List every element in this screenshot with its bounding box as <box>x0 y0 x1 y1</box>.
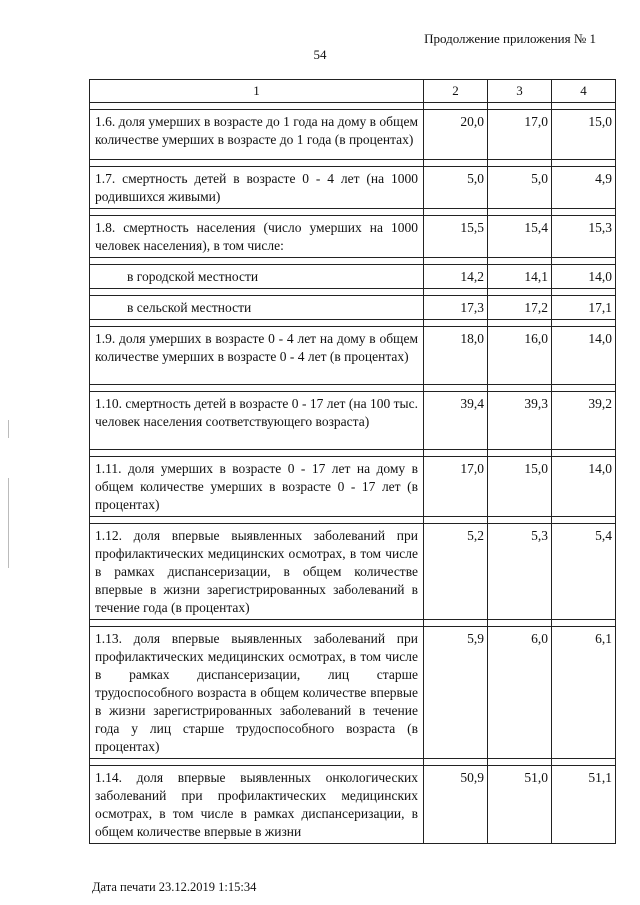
indicator-description: 1.8. смертность населения (число умерших на 1000 человек населения), в том числе: <box>90 216 424 258</box>
column-header: 3 <box>488 80 552 103</box>
row-separator <box>90 289 616 296</box>
appendix-continuation-note: Продолжение приложения № 1 <box>424 31 596 46</box>
indicator-description: 1.9. доля умерших в возрасте 0 - 4 лет на дому в общем количестве умерших в возрасте 0 - 4 лет (в процентах) <box>90 327 424 385</box>
indicator-value: 6,0 <box>488 627 552 759</box>
table-row <box>90 216 616 258</box>
row-separator <box>90 517 616 524</box>
indicator-value: 14,0 <box>552 265 616 289</box>
indicator-description: 1.13. доля впервые выявленных заболеваний при профилактических медицинских осмотрах, в том числе в рамках диспансеризации, лиц старше трудоспособного возраста в общем количестве впервые в жизни зарегистрированных заболеваний в течение года у лиц старше трудоспособного возраста (в процентах) <box>90 627 424 759</box>
indicator-value: 20,0 <box>424 110 488 160</box>
table-row <box>90 167 616 209</box>
indicator-value: 14,0 <box>552 457 616 517</box>
indicator-value: 17,0 <box>488 110 552 160</box>
indicator-value: 15,0 <box>488 457 552 517</box>
indicator-value: 17,2 <box>488 296 552 320</box>
indicator-description: 1.7. смертность детей в возрасте 0 - 4 лет (на 1000 родившихся живыми) <box>90 167 424 209</box>
indicator-value: 5,4 <box>552 524 616 620</box>
indicator-value: 50,9 <box>424 766 488 844</box>
indicator-value: 39,2 <box>552 392 616 450</box>
row-separator <box>90 385 616 392</box>
indicator-value: 17,3 <box>424 296 488 320</box>
indicator-value: 18,0 <box>424 327 488 385</box>
indicator-value: 39,4 <box>424 392 488 450</box>
indicator-description: 1.12. доля впервые выявленных заболеваний при профилактических медицинских осмотрах, в том числе в рамках диспансеризации, в общем количестве впервые в жизни зарегистрированных заболеваний в течение года (в процентах) <box>90 524 424 620</box>
row-separator <box>90 258 616 265</box>
indicator-value: 6,1 <box>552 627 616 759</box>
indicator-value: 17,0 <box>424 457 488 517</box>
indicator-value: 14,2 <box>424 265 488 289</box>
table-row <box>90 524 616 620</box>
indicator-value: 17,1 <box>552 296 616 320</box>
indicator-value: 5,0 <box>488 167 552 209</box>
table-row <box>90 265 616 289</box>
indicators-table <box>89 79 616 844</box>
indicator-value: 5,0 <box>424 167 488 209</box>
table-row <box>90 457 616 517</box>
indicator-value: 16,0 <box>488 327 552 385</box>
indicator-value: 51,0 <box>488 766 552 844</box>
indicator-value: 5,2 <box>424 524 488 620</box>
row-separator <box>90 320 616 327</box>
indicator-value: 14,0 <box>552 327 616 385</box>
column-header: 1 <box>90 80 424 103</box>
indicator-value: 51,1 <box>552 766 616 844</box>
indicator-value: 39,3 <box>488 392 552 450</box>
row-separator <box>90 620 616 627</box>
table-row <box>90 627 616 759</box>
indicator-description: 1.10. смертность детей в возрасте 0 - 17 лет (на 100 тыс. человек населения соответствующего возраста) <box>90 392 424 450</box>
indicator-value: 15,5 <box>424 216 488 258</box>
page-number: 54 <box>313 47 327 62</box>
indicator-description: в городской местности <box>90 265 424 289</box>
indicator-value: 5,3 <box>488 524 552 620</box>
table-row <box>90 327 616 385</box>
indicator-value: 14,1 <box>488 265 552 289</box>
column-header: 2 <box>424 80 488 103</box>
indicator-value: 4,9 <box>552 167 616 209</box>
row-separator <box>90 103 616 110</box>
table-row <box>90 392 616 450</box>
indicator-value: 15,4 <box>488 216 552 258</box>
indicator-value: 15,0 <box>552 110 616 160</box>
row-separator <box>90 160 616 167</box>
row-separator <box>90 759 616 766</box>
indicator-description: 1.11. доля умерших в возрасте 0 - 17 лет на дому в общем количестве умерших в возрасте 0 - 17 лет (в процентах) <box>90 457 424 517</box>
row-separator <box>90 209 616 216</box>
indicator-value: 15,3 <box>552 216 616 258</box>
table-row <box>90 110 616 160</box>
column-header: 4 <box>552 80 616 103</box>
table-header-row <box>90 80 616 103</box>
scan-margin-mark <box>8 420 9 438</box>
table-row <box>90 296 616 320</box>
print-date: Дата печати 23.12.2019 1:15:34 <box>92 880 257 894</box>
indicator-description: 1.6. доля умерших в возрасте до 1 года на дому в общем количестве умерших в возрасте до 1 года (в процентах) <box>90 110 424 160</box>
table-row <box>90 766 616 844</box>
row-separator <box>90 450 616 457</box>
indicator-description: в сельской местности <box>90 296 424 320</box>
scan-margin-mark <box>8 478 9 568</box>
indicator-value: 5,9 <box>424 627 488 759</box>
indicator-description: 1.14. доля впервые выявленных онкологических заболеваний при профилактических медицинских осмотрах, в том числе в рамках диспансеризации, в общем количестве впервые в жизни <box>90 766 424 844</box>
